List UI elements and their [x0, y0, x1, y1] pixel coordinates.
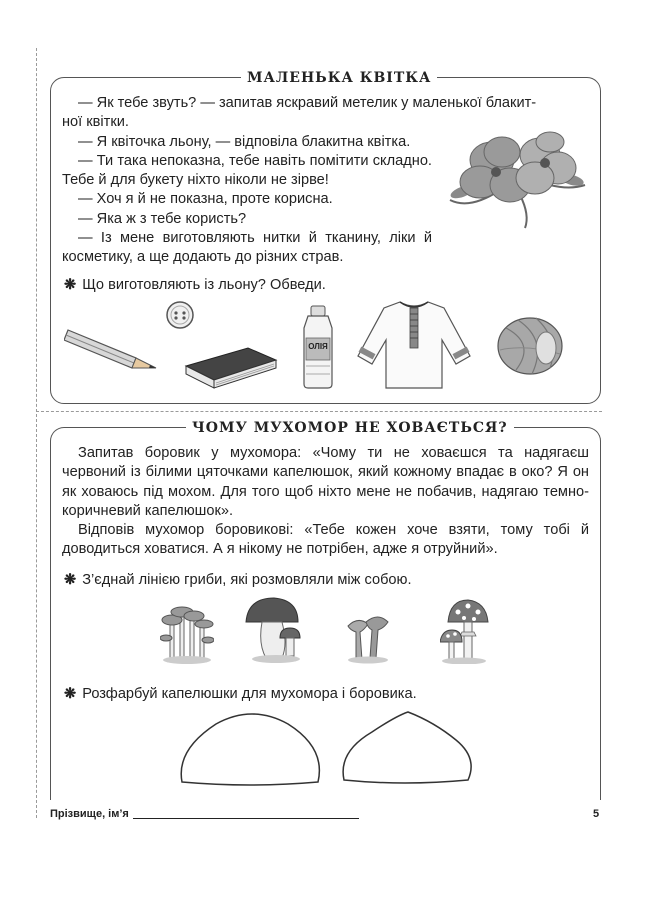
yarn-ball-image[interactable]: [496, 314, 566, 378]
task-marker-icon: ❋: [64, 572, 77, 588]
story-paragraph: Запитав боровик у мухомора: «Чому ти не ховаєшся та надягаєш червоний із білими цяточками капелюшок, який кожному впадає в око? Я он як ховаюсь під мохом. Для того щоб ніхто мене не побачив, надягаю темно-коричневий капелюшок».: [62, 445, 589, 519]
story-line: — Із мене виготовляють нитки й тканину, ліки й косметику, а ще додають до різних страв.: [62, 230, 432, 266]
story-paragraph: Відповів мухомор боровикові: «Тебе кожен хоче взяти, тому тобі й доводиться ховатися. А я нікому не потрібен, адже я отруйний».: [62, 522, 589, 558]
cap-outline-left[interactable]: [176, 710, 324, 786]
story-line: — Як тебе звуть? — запитав яскравий метелик у маленької блакит-: [78, 95, 537, 111]
button-image[interactable]: [165, 300, 195, 330]
task-color: [64, 685, 417, 702]
chanterelle-image[interactable]: [344, 612, 392, 664]
section-title-mushrooms: ЧОМУ МУХОМОР НЕ ХОВАЄТЬСЯ?: [186, 420, 514, 436]
story-text-mushrooms: [62, 444, 589, 560]
story-line: — Хоч я й не показна, проте корисна.: [78, 191, 333, 208]
book-image[interactable]: [182, 344, 280, 390]
cut-line-horizontal: [36, 411, 602, 412]
task-text: Розфарбуй капелюшки для мухомора і боровика.: [82, 686, 417, 702]
name-field: [50, 808, 359, 820]
honey-mushrooms-image[interactable]: [160, 598, 214, 664]
cap-outline-right[interactable]: [338, 708, 474, 784]
task-marker-icon: ❋: [64, 686, 77, 702]
embroidered-shirt-image[interactable]: [356, 298, 472, 390]
name-field-label: Прізвище, ім’я: [50, 808, 129, 820]
cut-line-vertical: [36, 48, 37, 818]
story-line: — Ти така непоказна, тебе навіть помітити складно. Тебе й для букету ніхто ніколи не зірве!: [62, 152, 432, 189]
boletus-image[interactable]: [242, 594, 302, 664]
story-line: ної квітки.: [62, 114, 129, 131]
name-input-line[interactable]: [133, 818, 359, 819]
story-line: — Яка ж з тебе користь?: [78, 210, 247, 227]
task-text: Що виготовляють із льону? Обведи.: [82, 277, 326, 293]
flax-flower-image: [440, 130, 590, 230]
task-connect: [64, 571, 412, 588]
task-text: З’єднай лінією гриби, які розмовляли між собою.: [82, 572, 412, 588]
task-marker-icon: ❋: [64, 277, 77, 293]
oil-label-text: ОЛІЯ: [308, 342, 328, 351]
task-flax: [64, 276, 326, 293]
pencil-image[interactable]: [64, 320, 160, 372]
section-title-flax: МАЛЕНЬКА КВІТКА: [241, 70, 437, 86]
page-number: 5: [593, 808, 600, 820]
story-line: — Я квіточка льону, — відповіла блакитна квітка.: [78, 133, 411, 150]
fly-agaric-image[interactable]: [440, 598, 490, 664]
